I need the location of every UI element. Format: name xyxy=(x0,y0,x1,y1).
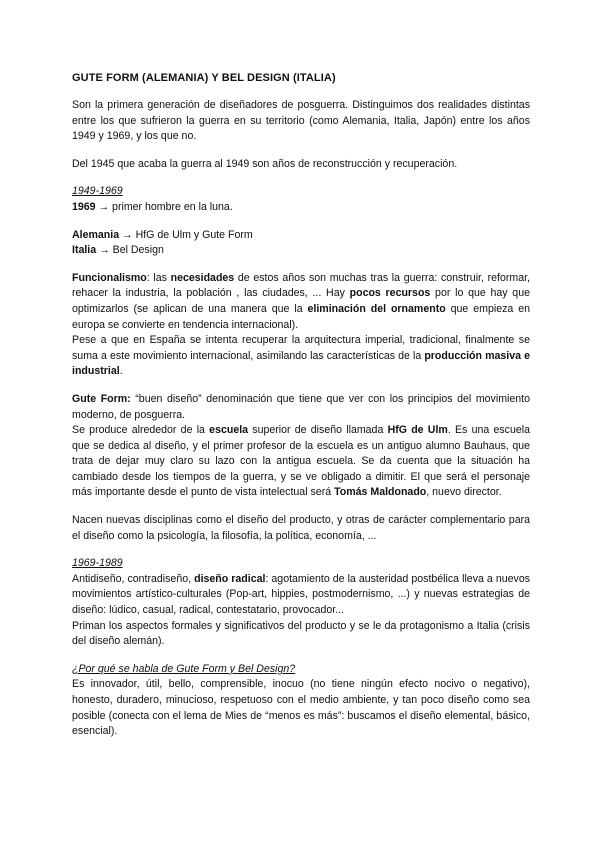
gute-form-paragraph: Gute Form: “buen diseño” denominación que tiene que ver con los principios del movimiento moderno, de posguerra. xyxy=(72,392,530,421)
italia-line: Italia → Bel Design xyxy=(72,244,164,257)
antidiseno-paragraph: Antidiseño, contradiseño, diseño radical: agotamiento de la austeridad postbélica lleva a nuevos movimientos artístico-culturales (Pop-art, hippies, postmodernismo, ...) y nuevas estrategias de diseño: lúdico, casual, radical, contestatario, provocador... xyxy=(72,572,531,617)
intro-paragraph: Son la primera generación de diseñadores de posguerra. Distinguimos dos realidades distintas entre los que sufrieron la guerra en su territorio (como Alemania, Italia, Japón) entre los años 1949 y 1969, y los que no. xyxy=(72,99,530,143)
italia-protagonismo-paragraph: Priman los aspectos formales y significativos del producto y se le da protagonismo a Italia (crisis del diseño alemán). xyxy=(72,619,530,648)
alemania-line: Alemania → HfG de Ulm y Gute Form xyxy=(72,228,253,241)
period-1949-1969-heading: 1949-1969 xyxy=(72,185,123,198)
reconstruction-paragraph: Del 1945 que acaba la guerra al 1949 son años de reconstrucción y recuperación. xyxy=(72,157,458,170)
disciplinas-paragraph: Nacen nuevas disciplinas como el diseño del producto, y otras de carácter complementario para el diseño como la psicología, la filosofía, la política, economía, ... xyxy=(72,514,530,542)
page-title: GUTE FORM (ALEMANIA) Y BEL DESIGN (ITALIA) xyxy=(72,72,336,84)
period-1969-1989-heading: 1969-1989 xyxy=(72,557,123,570)
question-heading: ¿Por qué se habla de Gute Form y Bel Design? xyxy=(72,662,296,675)
year-1969: 1969 xyxy=(72,200,96,213)
question-answer: Es innovador, útil, bello, comprensible, inocuo (no tiene ningún efecto nocivo o negativo), honesto, duradero, minucioso, respetuoso con el medio ambiente, y tan poco diseño como sea posible (conecta con el lema de Mies de “menos es más”: buscamos el diseño elemental, básico, esencial). xyxy=(72,678,530,738)
hfg-ulm-paragraph: Se produce alrededor de la escuela superior de diseño llamada HfG de Ulm. Es una escuela que se dedica al diseño, y el primer profesor de la escuela es un antiguo alumno Bauhaus, que trata de dejar muy claro su lazo con la antigua escuela. Se da cuenta que la situación ha cambiado desde los tiempos de la guerra, y se ve obligado a dimitir. El que será el personaje más importante desde el punto de vista intelectual será Tomás Maldonado, nuevo director. xyxy=(72,424,530,499)
funcionalismo-paragraph: Funcionalismo: las necesidades de estos años son muchas tras la guerra: construir, reformar, rehacer la industria, la población , las ciudades, ... Hay pocos recursos por lo que hay que optimizarlos (se aplican de una manera que la eliminación del ornamento que empieza en europa se convierte en tendencia internacional). xyxy=(72,271,530,331)
document-page xyxy=(72,72,530,740)
moon-landing-line: 1969 → primer hombre en la luna. xyxy=(72,200,233,213)
espana-paragraph: Pese a que en España se intenta recuperar la arquitectura imperial, tradicional, finalmente se suma a este movimiento internacional, asimilando las características de la producción masiva e industrial. xyxy=(72,334,530,378)
